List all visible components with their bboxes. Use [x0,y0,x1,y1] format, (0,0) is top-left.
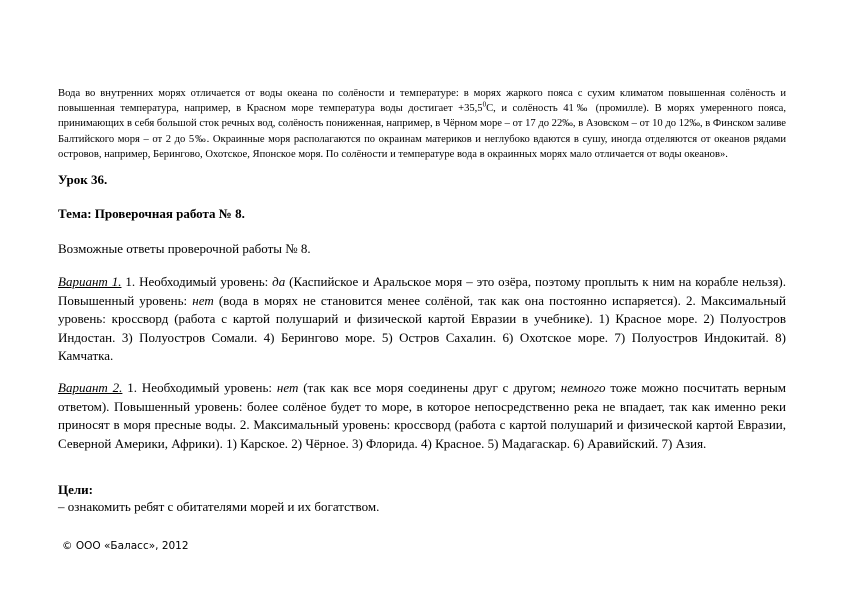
variant-1-paragraph [58,273,786,366]
intro-paragraph [58,86,786,162]
variant-2-answer-basic: нет [276,380,299,395]
variant-1-text-3: (вода в морях не становится менее солёной, так как она постоянно испаряется). 2. Максимальный уровень: кроссворд (работа с картой полушарий и физической картой Евразии в учебнике). 1) Красное море. 2) Полуостров Индостан. 3) Полуостров Сомали. 4) Берингово море. 5) Остров Сахалин. 6) Охотское море. 7) Полуостров Индокитай. 8) Камчатка. [58,292,786,364]
degree-superscript: 0 [482,100,487,109]
goals-title: Цели: [58,482,93,497]
variant-1-label: Вариант 1. [58,274,122,289]
lesson-title: Урок 36. [58,172,108,187]
goals-item: – ознакомить ребят с обитателями морей и их богатством. [58,499,380,514]
copyright-footer: © ООО «Баласс», 2012 [62,540,189,552]
variant-1-answer-basic: да [272,274,286,289]
variant-1-text-1: 1. Необходимый уровень: [121,274,273,289]
intro-text-part1: Вода во внутренних морях отличается от воды океана по солёности и температуре: в морях жаркого пояса с сухим климатом повышенная солёность и повышенная температура, например, в Красном море температура воды достигает +35,5 [58,88,786,115]
variant-2-answer-alt: немного [560,380,606,395]
variant-2-text-2: (так как все моря соединены друг с другом; [298,380,561,395]
intro-text-part2: С, и солёность 41‰ (промилле). В морях умеренного пояса, принимающих в себя большой сток речных вод, солёность пониженная, например, в Чёрном море – от 17 до 22‰, в Азовском – от 10 до 12‰, в Финском заливе Балтийского моря – от 2 до 5‰. Окраинные моря располагаются по окраинам материков и неглубоко вдаются в сушу, иногда отделяются от океанов рядами островов, например, Берингово, Охотское, Японское моря. По солёности и температуре вода в окраинных морях мало отличается от воды океанов». [58,103,787,160]
answers-heading: Возможные ответы проверочной работы № 8. [58,241,311,256]
variant-2-label: Вариант 2. [58,380,123,395]
variant-2-text-3: тоже можно посчитать верным ответом). Повышенный уровень: более солёное будет то море, в которое непосредственно река не впадает, так как именно реки приносят в моря пресные воды. 2. Максимальный уровень: кроссворд (работа с картой полушарий и физической картой Евразии, Северной Америки, Африки). 1) Карское. 2) Чёрное. 3) Флорида. 4) Красное. 5) Мадагаскар. 6) Аравийский. 7) Азия. [58,380,786,451]
variant-1-text-2: (Каспийское и Аральское моря – это озёра, поэтому проплыть к ним на корабле нельзя). Повышенный уровень: [58,274,786,308]
topic-title: Тема: Проверочная работа № 8. [58,206,245,221]
variant-1-answer-advanced: нет [192,292,214,308]
variant-2-text-1: 1. Необходимый уровень: [122,380,277,395]
variant-2-paragraph [58,379,786,453]
